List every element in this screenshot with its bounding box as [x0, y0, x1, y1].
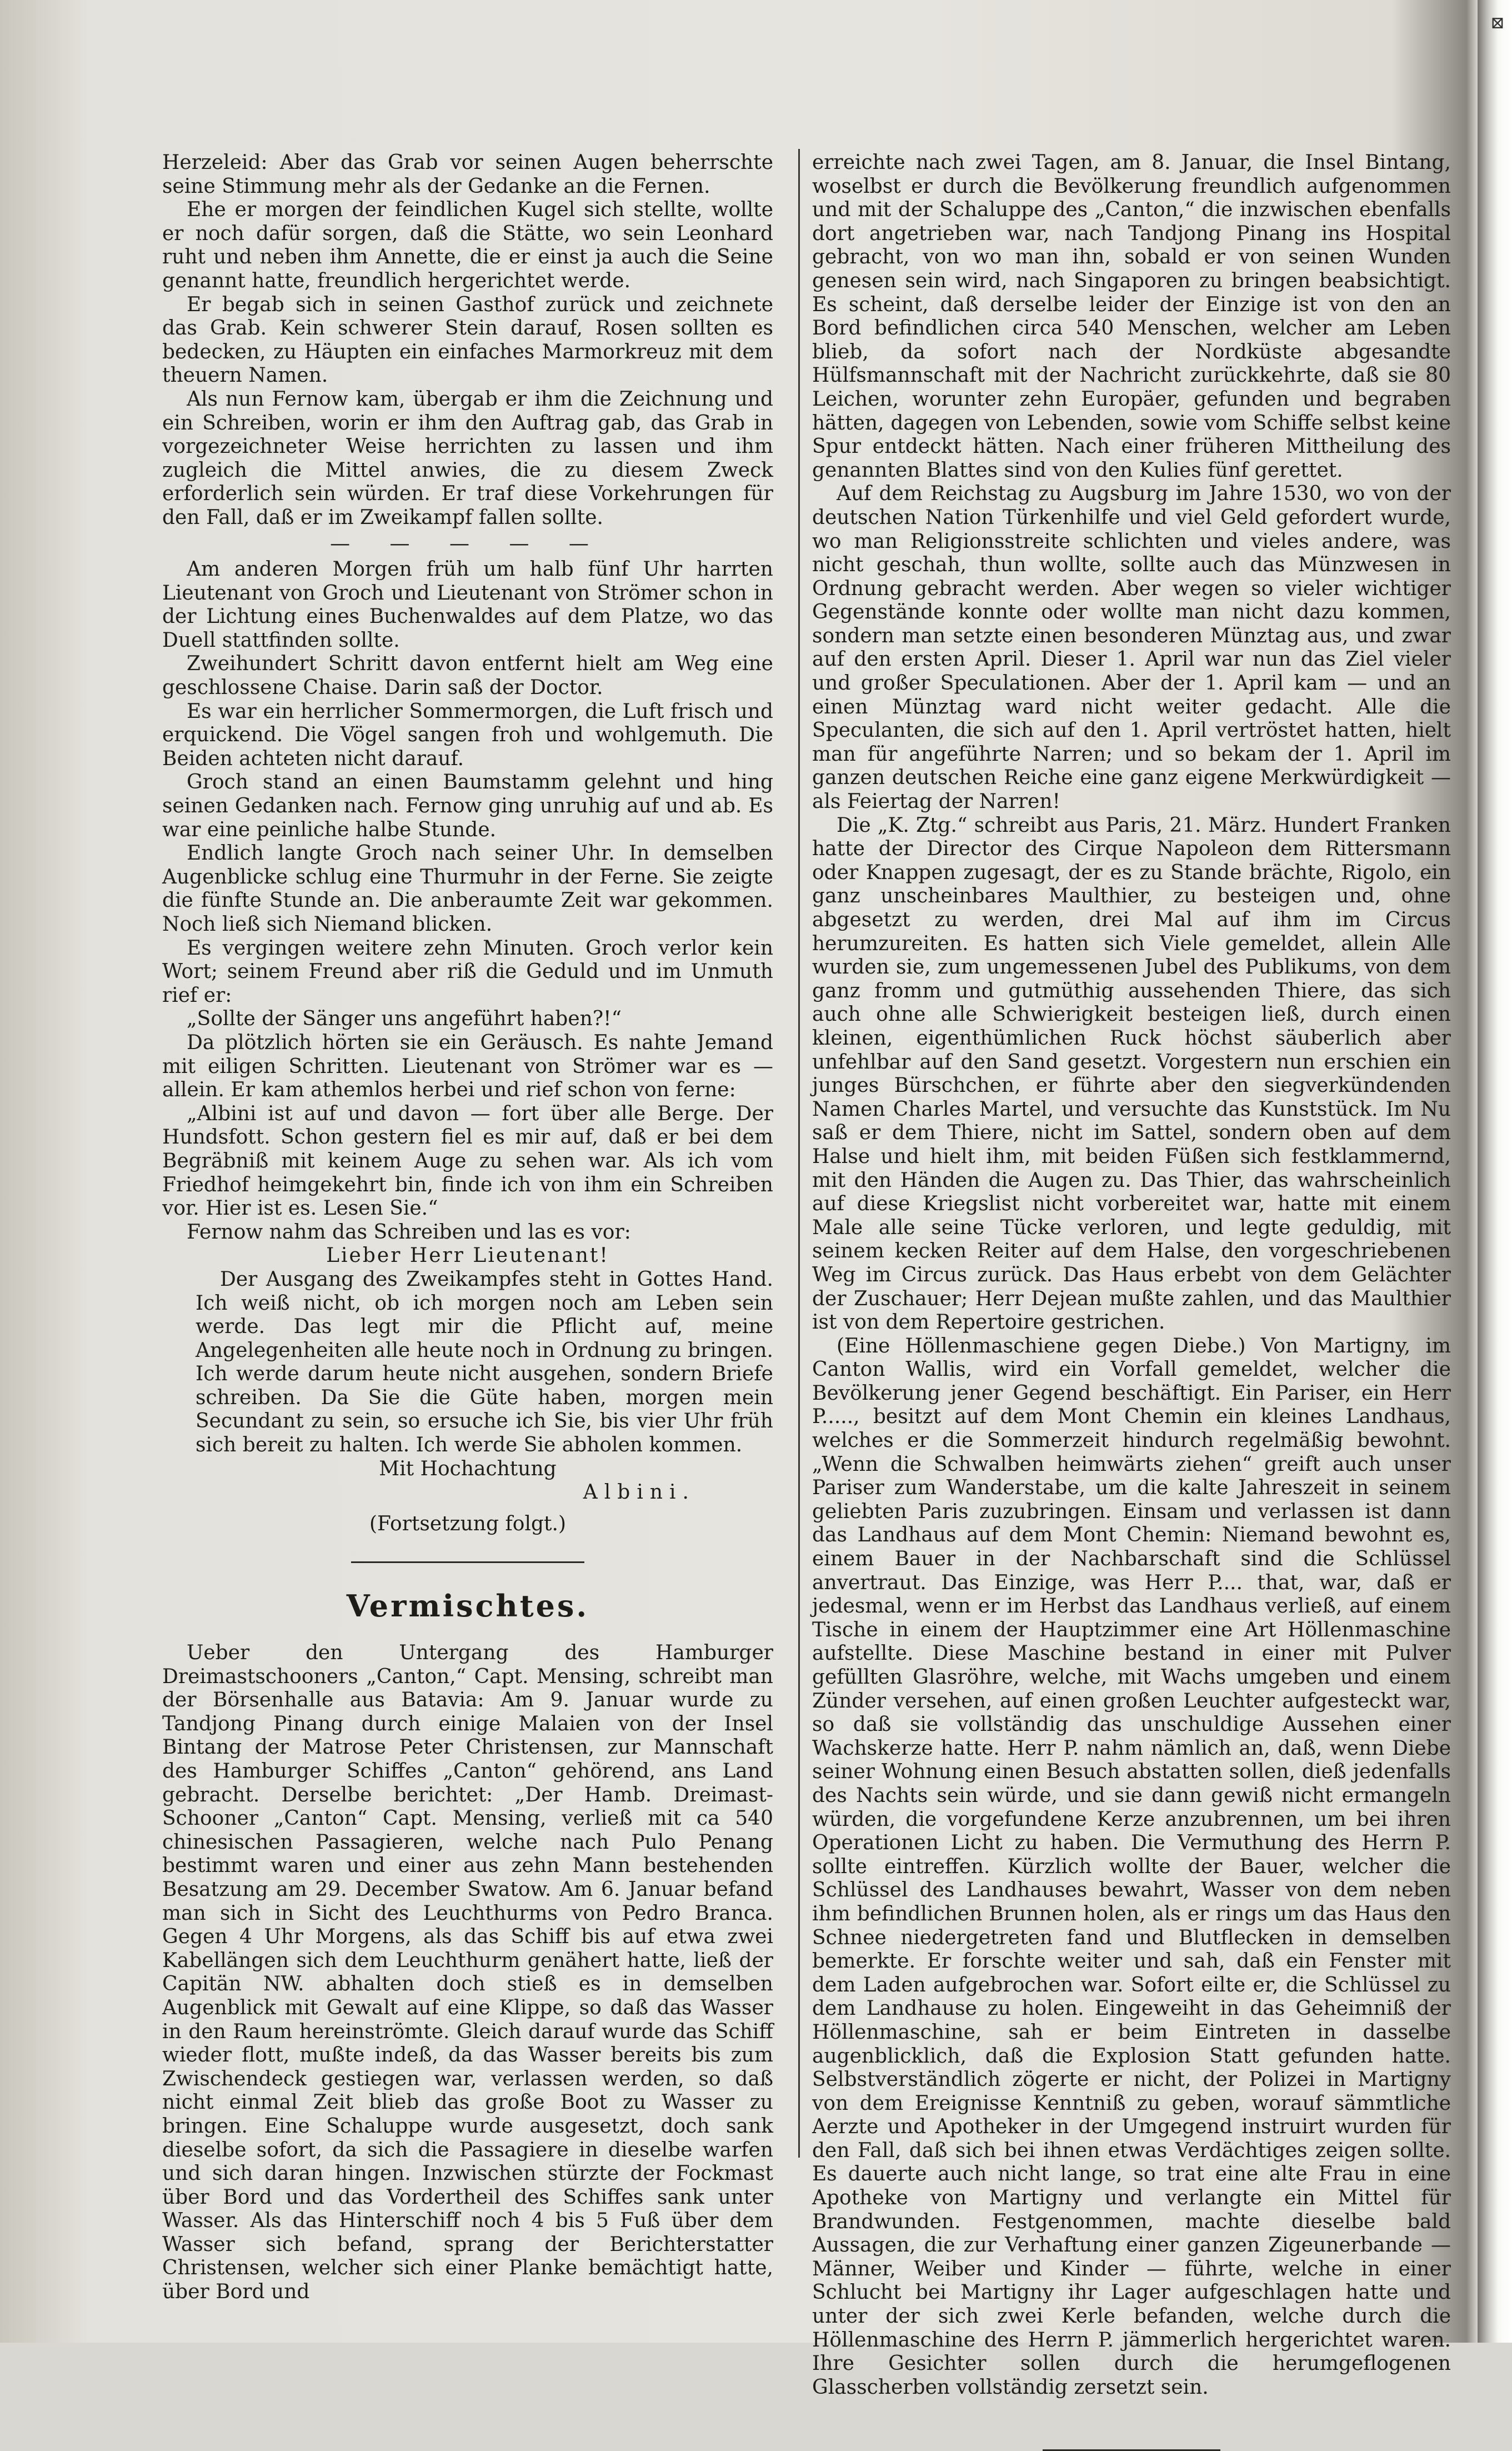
story-paragraph: Es war ein herrlicher Sommermorgen, die Luft frisch und erquickend. Die Vögel sangen froh und wohlgemuth. Die Beiden achteten nicht darauf.: [162, 700, 773, 770]
news-item-hoellenmaschine: (Eine Höllenmaschiene gegen Diebe.) Von Martigny, im Canton Wallis, wird ein Vorfall gemeldet, welcher die Bevölkerung jener Gegend beschäftigt. Ein Pariser, ein Herr P....., besitzt auf dem Mont Chemin ein kleines Landhaus, welches er die Sommerzeit hindurch regelmäßig bewohnt. „Wenn die Schwalben heimwärts ziehen“ greift auch unser Pariser zum Wanderstabe, um die kalte Jahreszeit in seinem geliebten Paris zuzubringen. Einsam und verlassen ist dann das Landhaus auf dem Mont Chemin: Niemand bewohnt es, einem Bauer in der Nachbarschaft sind die Schlüssel anvertraut. Das Einzige, was Herr P.... that, war, daß er jedesmal, wenn er im Herbst das Landhaus verließ, auf einem Tische in einem der Hauptzimmer eine Art Höllenmaschine aufstellte. Diese Maschine bestand in einer mit Pulver gefüllten Glasröhre, welche, mit Wachs umgeben und einem Zünder versehen, auf einen großen Leuchter aufgesteckt war, so daß sie vollständig das unschuldige Aussehen einer Wachskerze hatte. Herr P. nahm nämlich an, daß, wenn Diebe seiner Wohnung einen Besuch abstatten sollen, dieß jedenfalls des Nachts sein würde, und sie dann gewiß nicht ermangeln würden, die vorgefundene Kerze anzubrennen, um bei ihren Operationen Licht zu haben. Die Vermuthung des Herrn P. sollte eintreffen. Kürzlich wollte der Bauer, welcher die Schlüssel des Landhauses bewahrt, Wasser von dem neben ihm befindlichen Brunnen holen, als er rings um das Haus den Schnee niedergetreten fand und Blutflecken in demselben bemerkte. Er forschte weiter und sah, daß ein Fenster mit dem Laden aufgebrochen war. Sofort eilte er, die Schlüssel zu dem Landhause zu holen. Eingeweiht in das Geheimniß der Höllenmaschine, sah er beim Eintreten in dasselbe augenblicklich, daß die Explosion Statt gefunden hatte. Selbstverständlich zögerte er nicht, der Polizei in Martigny von dem Ereignisse Kenntniß zu geben, worauf sämmtliche Aerzte und Apotheker in der Umgegend instruirt wurden für den Fall, daß sich bei ihnen etwas Verdächtiges zeigen sollte. Es dauerte auch nicht lange, so trat eine alte Frau in eine Apotheke von Martigny und verlangte ein Mittel für Brandwunden. Festgenommen, machte dieselbe bald Aussagen, die zur Verhaftung einer ganzen Zigeunerbande — Männer, Weiber und Kinder — führte, welche in einer Schlucht bei Martigny ihr Lager aufgeschlagen hatte und unter der sich zwei Kerle befanden, welche durch die Höllenmaschine des Herrn P. jämmerlich hergerichtet waren. Ihre Gesichter sollen durch die herumgeflogenen Glasscherben vollständig zersetzt sein.: [812, 1334, 1451, 2399]
story-paragraph: Er begab sich in seinen Gasthof zurück und zeichnete das Grab. Kein schwerer Stein darauf, Rosen sollten es bedecken, zu Häupten ein einfaches Marmorkreuz mit dem theuern Namen.: [162, 293, 773, 387]
story-paragraph: „Albini ist auf und davon — fort über alle Berge. Der Hundsfott. Schon gestern fiel es mir auf, daß er bei dem Begräbniß mit keinem Auge zu sehen war. Als ich vom Friedhof heimgekehrt bin, finde ich von ihm ein Schreiben vor. Hier ist es. Lesen Sie.“: [162, 1102, 773, 1220]
story-paragraph: Ehe er morgen der feindlichen Kugel sich stellte, wollte er noch dafür sorgen, daß die Stätte, wo sein Leonhard ruht und neben ihm Annette, die er einst ja auch die Seine genannt hatte, freundlich hergerichtet werde.: [162, 198, 773, 292]
story-paragraph: Herzeleid: Aber das Grab vor seinen Augen beherrschte seine Stimmung mehr als der Gedanke an die Fernen.: [162, 151, 773, 198]
continuation-note: (Fortsetzung folgt.): [369, 1512, 566, 1535]
letter-greeting: Lieber Herr Lieutenant!: [326, 1244, 609, 1267]
letter-signature: Albini.: [583, 1481, 695, 1504]
letter-body: Der Ausgang des Zweikampfes steht in Gottes Hand. Ich weiß nicht, ob ich morgen noch am Leben sein werde. Das legt mir die Pflicht auf, meine Angelegenheiten alle heute noch in Ordnung zu bringen. Ich werde darum heute nicht ausgehen, sondern Briefe schreiben. Da Sie die Güte haben, morgen mein Secundant zu sein, so ersuche ich Sie, bis vier Uhr früh sich bereit zu halten. Ich werde Sie abholen kommen.: [196, 1267, 773, 1457]
section-title: Vermischtes.: [346, 1588, 589, 1624]
page-edge-shadow: [1478, 0, 1512, 2343]
story-paragraph: Fernow nahm das Schreiben und las es vor:: [187, 1220, 631, 1244]
news-item-paris: Die „K. Ztg.“ schreibt aus Paris, 21. März. Hundert Franken hatte der Director des Cirque Napoleon dem Rittersmann oder Knappen zugesagt, der es zu Stande brächte, Rigolo, ein ganz unscheinbares Maulthier, zu besteigen und, ohne abgesetzt zu werden, drei Mal auf ihm im Circus herumzureiten. Es hatten sich Viele gemeldet, allein Alle wurden sie, zum ungemessenen Jubel des Publikums, von dem ganz fromm und gutmüthig aussehenden Thiere, das sich auch ohne alle Schwierigkeit besteigen ließ, durch einen kleinen, eigenthümlichen Ruck höchst säuberlich aber unfehlbar auf den Sand gesetzt. Vorgestern nun erschien ein junges Bürschchen, er führte aber den siegverkündenden Namen Charles Martel, und versuchte das Kunststück. Im Nu saß er dem Thiere, nicht im Sattel, sondern oben auf dem Halse und hielt ihm, mit beiden Füßen sich festklammernd, mit den Händen die Augen zu. Das Thier, das wahrscheinlich auf diese Kriegslist nicht vorbereitet war, hatte mit einem Male alle seine Tücke verloren, und legte geduldig, mit seinem kecken Reiter auf dem Halse, den vorgeschriebenen Weg im Circus zurück. Das Haus erbebt von dem Gelächter der Zuschauer; Herr Dejean mußte zahlen, und das Maulthier ist von dem Repertoire gestrichen.: [812, 813, 1451, 1334]
story-paragraph: Es vergingen weitere zehn Minuten. Groch verlor kein Wort; seinem Freund aber riß die Geduld und im Unmuth rief er:: [162, 936, 773, 1007]
section-separator: [351, 1561, 584, 1563]
left-column: [162, 151, 773, 2304]
story-paragraph: „Sollte der Sänger uns angeführt haben?!“: [187, 1007, 622, 1031]
story-paragraph: Da plötzlich hörten sie ein Geräusch. Es nahte Jemand mit eiligen Schritten. Lieutenant von Strömer war es — allein. Er kam athemlos herbei und rief schon von ferne:: [162, 1031, 773, 1102]
story-paragraph: Als nun Fernow kam, übergab er ihm die Zeichnung und ein Schreiben, worin er ihm den Auftrag gab, das Grab in vorgezeichneter Weise herrichten zu lassen und ihm zugleich die Mittel anwies, die zu diesem Zweck erforderlich sein würden. Er traf diese Vorkehrungen für den Fall, daß er im Zweikampf fallen sollte.: [162, 387, 773, 529]
letter-closing: Mit Hochachtung: [379, 1457, 557, 1480]
dash-divider: — — — — —: [330, 532, 605, 555]
news-item-canton-cont: erreichte nach zwei Tagen, am 8. Januar, die Insel Bintang, woselbst er durch die Bevölkerung freundlich aufgenommen und mit der Schaluppe des „Canton,“ die inzwischen ebenfalls dort angetrieben war, nach Tandjong Pinang ins Hospital gebracht, von wo man ihn, sobald er von seinen Wunden genesen sein wird, nach Singaporen zu bringen beabsichtigt. Es scheint, daß derselbe leider der Einzige ist von den an Bord befindlichen circa 540 Menschen, welcher am Leben blieb, da sofort nach der Nordküste abgesandte Hülfsmannschaft mit der Nachricht zurückkehrte, daß sie 80 Leichen, worunter zehn Europäer, gefunden und begraben hätten, dagegen von Lebenden, sowie vom Schiffe selbst keine Spur entdeckt hätten. Nach einer früheren Mittheilung des genannten Blattes sind von den Kulies fünf gerettet.: [812, 151, 1451, 482]
story-paragraph: Groch stand an einen Baumstamm gelehnt und hing seinen Gedanken nach. Fernow ging unruhig auf und ab. Es war eine peinliche halbe Stunde.: [162, 771, 773, 841]
scanner-corner-mark: ⊠: [1490, 13, 1505, 33]
story-paragraph: Zweihundert Schritt davon entfernt hielt am Weg eine geschlossene Chaise. Darin saß der Doctor.: [162, 652, 773, 700]
news-item-canton: Ueber den Untergang des Hamburger Dreimastschooners „Canton,“ Capt. Mensing, schreibt man der Börsenhalle aus Batavia: Am 9. Januar wurde zu Tandjong Pinang durch einige Malaien von der Insel Bintang der Matrose Peter Christensen, zur Mannschaft des Hamburger Schiffes „Canton“ gehörend, ans Land gebracht. Derselbe berichtet: „Der Hamb. Dreimast-Schooner „Canton“ Capt. Mensing, verließ mit ca 540 chinesischen Passagieren, welche nach Pulo Penang bestimmt waren und einer aus zehn Mann bestehenden Besatzung am 29. December Swatow. Am 6. Januar befand man sich in Sicht des Leuchthurms von Pedro Branca. Gegen 4 Uhr Morgens, als das Schiff bis auf etwa zwei Kabellängen sich dem Leuchthurm genähert hatte, ließ der Capitän NW. abhalten doch stieß es in demselben Augenblick mit Gewalt auf eine Klippe, so daß das Wasser in den Raum hereinströmte. Gleich darauf wurde das Schiff wieder flott, mußte indeß, da das Wasser bereits bis zum Zwischendeck gestiegen war, verlassen werden, so daß nicht einmal Zeit blieb das große Boot zu Wasser zu bringen. Eine Schaluppe wurde ausgesetzt, doch sank dieselbe sofort, da sich die Passagiere in dieselbe warfen und sich daran hingen. Inzwischen stürzte der Fockmast über Bord und das Vordertheil des Schiffes sank unter Wasser. Als das Hinterschiff noch 4 bis 5 Fuß über dem Wasser sich befand, sprang der Berichterstatter Christensen, welcher sich einer Planke bemächtigt hatte, über Bord und: [162, 1641, 773, 2304]
right-column: [812, 151, 1451, 2399]
story-paragraph: Am anderen Morgen früh um halb fünf Uhr harrten Lieutenant von Groch und Lieutenant von Strömer schon in der Lichtung eines Buchenwaldes auf dem Platze, wo das Duell stattfinden sollte.: [162, 558, 773, 652]
column-rule: [798, 149, 800, 2158]
news-item-reichstag: Auf dem Reichstag zu Augsburg im Jahre 1530, wo von der deutschen Nation Türkenhilfe und viel Geld gefordert wurde, wo man Religionsstreite schlichten und vieles andere, was nicht geschah, thun wollte, sollte auch das Münzwesen in Ordnung gebracht werden. Aber wegen so vieler wichtiger Gegenstände konnte oder wollte man nicht dazu kommen, sondern man setzte einen besonderen Münztag aus, und zwar auf den ersten April. Dieser 1. April war nun das Ziel vieler und großer Speculationen. Aber der 1. April kam — und an einen Münztag ward nicht weiter gedacht. Alle die Speculanten, die sich auf den 1. April vertröstet hatten, hielt man für angeführte Narren; und so bekam der 1. April im ganzen deutschen Reiche eine ganz eigene Merkwürdigkeit — als Feiertag der Narren!: [812, 482, 1451, 813]
story-paragraph: Endlich langte Groch nach seiner Uhr. In demselben Augenblicke schlug eine Thurmuhr in der Ferne. Sie zeigte die fünfte Stunde an. Die anberaumte Zeit war gekommen. Noch ließ sich Niemand blicken.: [162, 842, 773, 936]
